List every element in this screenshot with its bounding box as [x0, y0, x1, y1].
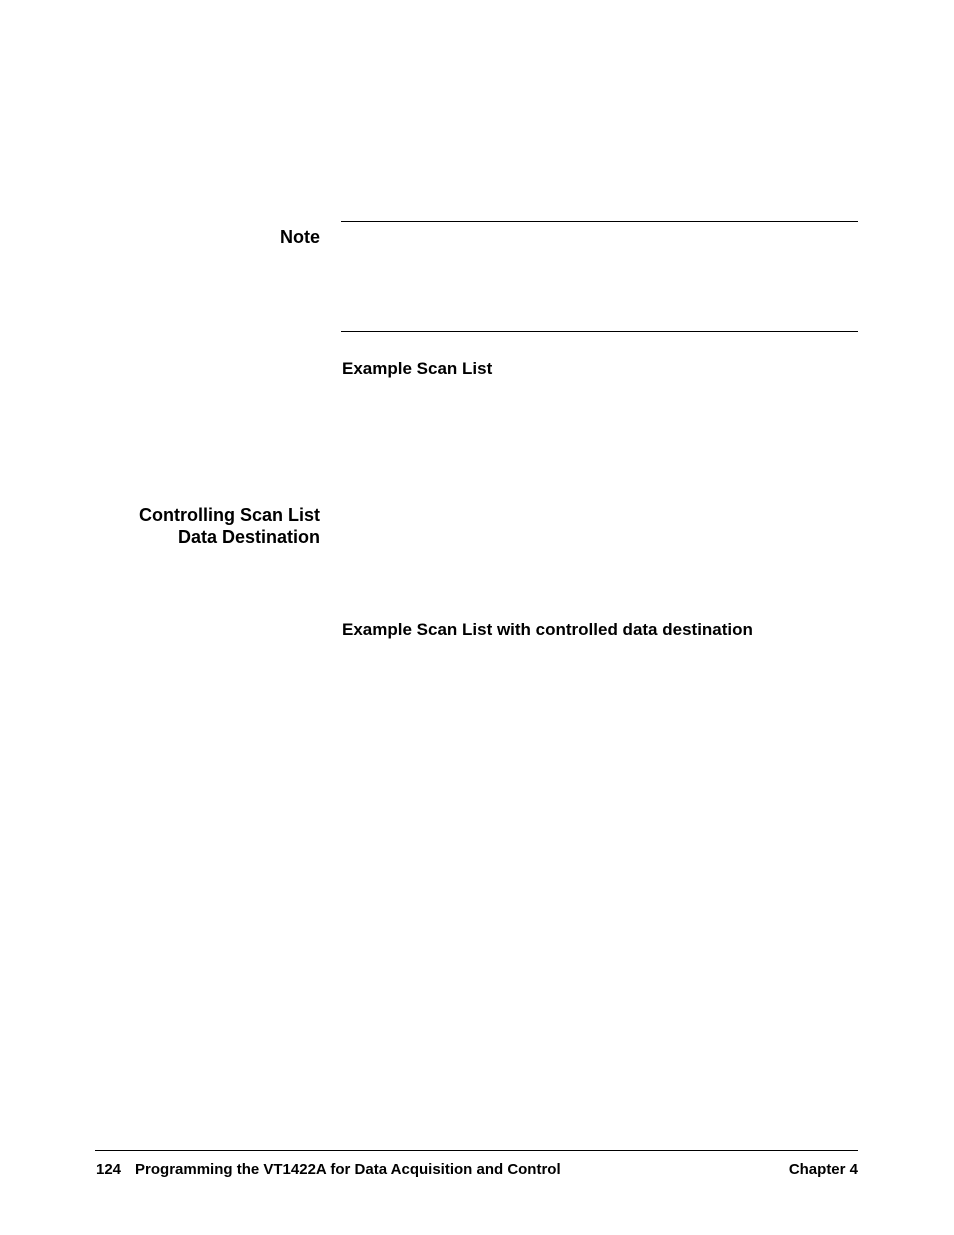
page-footer: [96, 1161, 858, 1178]
footer-rule: [95, 1150, 858, 1151]
note-bottom-rule: [341, 331, 858, 332]
footer-title: Programming the VT1422A for Data Acquisition and Control: [135, 1161, 561, 1178]
controlling-scan-list-heading: [100, 504, 320, 548]
footer-chapter: Chapter 4: [788, 1161, 858, 1178]
example-controlled-heading: Example Scan List with controlled data destination: [342, 620, 753, 639]
footer-left: [96, 1161, 561, 1178]
note-top-rule: [341, 221, 858, 222]
controlling-heading-line1: Controlling Scan List: [138, 505, 320, 525]
note-label: Note: [280, 227, 320, 247]
example-scan-list-heading: Example Scan List: [342, 359, 493, 378]
controlling-heading-line2: Data Destination: [177, 527, 320, 547]
page-number: 124: [96, 1161, 122, 1178]
